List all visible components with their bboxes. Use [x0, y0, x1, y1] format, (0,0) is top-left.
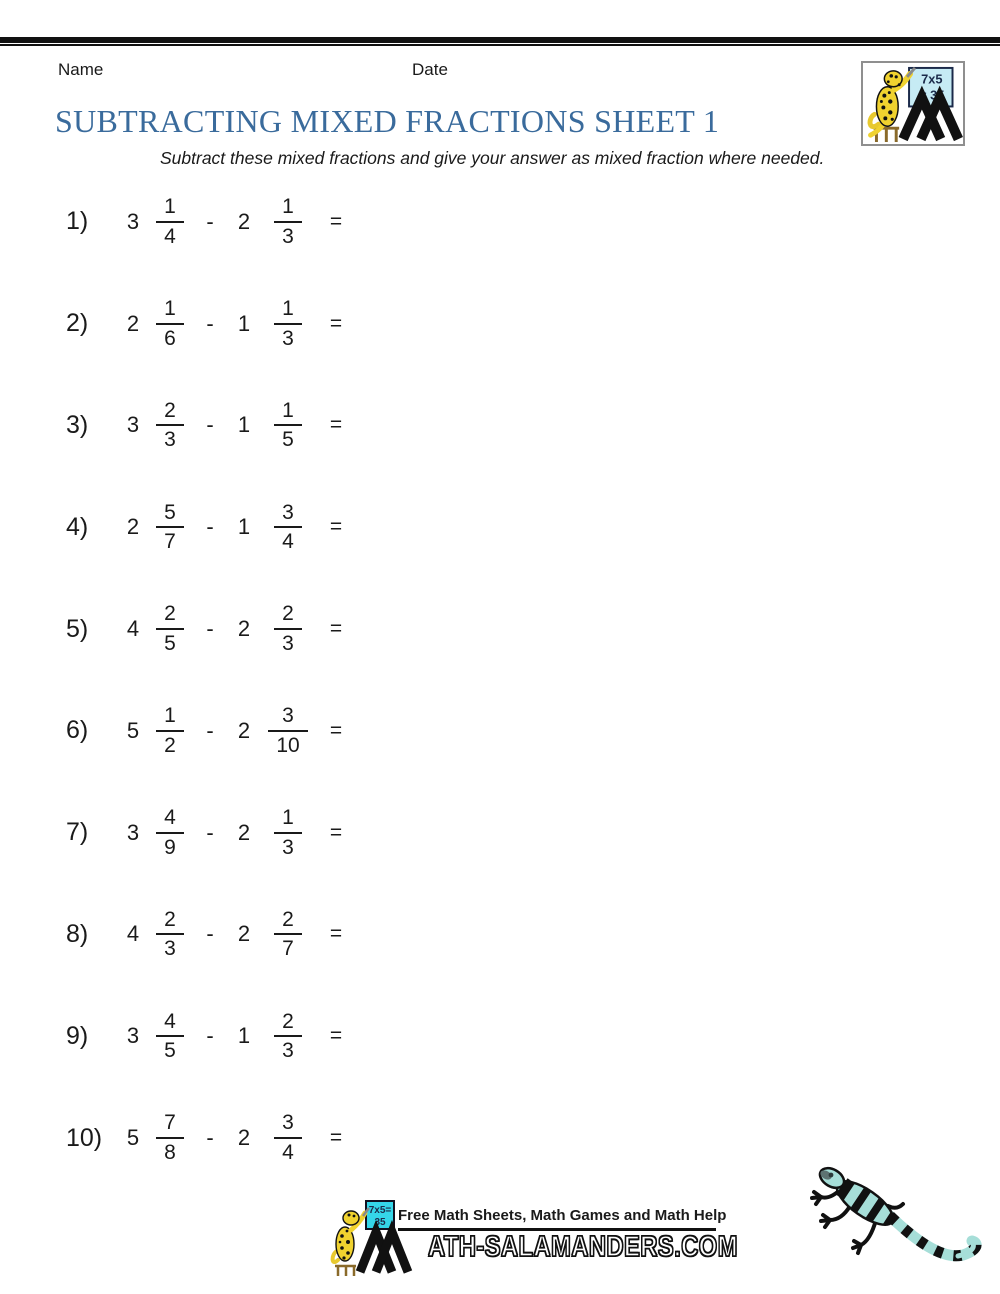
site-logo-box — [861, 61, 965, 146]
subtrahend-denominator: 3 — [282, 835, 294, 859]
minuend-whole: 5 — [126, 1125, 140, 1151]
subtrahend-whole: 1 — [237, 310, 251, 336]
minuend-whole: 4 — [126, 616, 140, 642]
minuend-whole: 5 — [126, 717, 140, 743]
subtrahend-numerator: 3 — [268, 703, 307, 732]
equals-sign: = — [329, 311, 343, 335]
subtrahend-denominator: 5 — [282, 428, 294, 452]
minuend-fraction — [148, 601, 192, 656]
problem-number: 7) — [66, 818, 89, 847]
subtrahend-fraction — [260, 703, 316, 758]
equals-sign: = — [329, 718, 343, 742]
subtrahend-numerator: 3 — [274, 500, 302, 529]
subtrahend-denominator: 3 — [282, 1039, 294, 1063]
problem-row — [0, 782, 640, 884]
minus-operator: - — [206, 412, 214, 438]
gecko-illustration-icon — [790, 1158, 990, 1293]
subtrahend-numerator: 2 — [274, 601, 302, 630]
minus-operator: - — [206, 921, 214, 947]
subtrahend-fraction — [260, 907, 316, 962]
subtrahend-fraction — [260, 805, 316, 860]
subtrahend-fraction — [260, 1110, 316, 1165]
fraction — [156, 296, 184, 351]
minuend-numerator: 7 — [156, 1110, 184, 1139]
minuend-fraction — [148, 1110, 192, 1165]
minuend-whole: 2 — [126, 310, 140, 336]
subtrahend-whole: 2 — [237, 717, 251, 743]
name-label: Name — [58, 60, 104, 79]
fraction — [274, 296, 302, 351]
subtrahend-fraction — [260, 398, 316, 453]
minus-operator: - — [206, 310, 214, 336]
minuend-fraction — [148, 907, 192, 962]
problem-row — [0, 375, 640, 477]
fraction — [274, 1110, 302, 1165]
footer-salamander-eye — [353, 1215, 356, 1218]
minuend-numerator: 4 — [156, 805, 184, 834]
minuend-numerator: 4 — [156, 1009, 184, 1038]
logo-salamander-body — [876, 87, 898, 127]
minuend-denominator: 6 — [164, 326, 176, 350]
minuend-fraction — [148, 500, 192, 555]
subtrahend-fraction — [260, 601, 316, 656]
minuend-whole: 2 — [126, 514, 140, 540]
fraction — [156, 1110, 184, 1165]
problem-row — [0, 273, 640, 375]
subtrahend-numerator: 1 — [274, 296, 302, 325]
fraction — [274, 1009, 302, 1064]
problem-number: 9) — [66, 1021, 89, 1050]
fraction — [156, 907, 184, 962]
subtrahend-numerator: 1 — [274, 398, 302, 427]
minuend-denominator: 9 — [164, 835, 176, 859]
subtrahend-fraction — [260, 194, 316, 249]
subtrahend-whole: 2 — [237, 1125, 251, 1151]
minus-operator: - — [206, 819, 214, 845]
footer-tagline: Free Math Sheets, Math Games and Math Help — [398, 1207, 727, 1224]
minuend-denominator: 7 — [164, 530, 176, 554]
problem-number: 1) — [66, 207, 89, 236]
footer-stool — [335, 1266, 356, 1276]
problem-row — [0, 680, 640, 782]
minuend-whole: 4 — [126, 921, 140, 947]
subtrahend-numerator: 1 — [274, 805, 302, 834]
subtrahend-whole: 2 — [237, 921, 251, 947]
problem-row — [0, 578, 640, 680]
minuend-fraction — [148, 398, 192, 453]
problem-number: 6) — [66, 716, 89, 745]
fraction — [274, 805, 302, 860]
subtrahend-denominator: 4 — [282, 530, 294, 554]
date-label: Date — [412, 60, 448, 79]
problem-list — [0, 171, 640, 1189]
fraction — [156, 601, 184, 656]
minuend-numerator: 1 — [156, 296, 184, 325]
minuend-whole: 3 — [126, 208, 140, 234]
equals-sign: = — [329, 820, 343, 844]
fraction — [274, 194, 302, 249]
minuend-numerator: 1 — [156, 194, 184, 223]
fraction — [156, 194, 184, 249]
top-divider-rule — [0, 37, 1000, 46]
subtrahend-numerator: 1 — [274, 194, 302, 223]
minuend-denominator: 8 — [164, 1141, 176, 1165]
fraction — [156, 398, 184, 453]
problem-number: 5) — [66, 614, 89, 643]
problem-row — [0, 985, 640, 1087]
minuend-fraction — [148, 1009, 192, 1064]
subtrahend-numerator: 3 — [274, 1110, 302, 1139]
subtrahend-denominator: 3 — [282, 632, 294, 656]
minus-operator: - — [206, 514, 214, 540]
fraction — [274, 500, 302, 555]
gecko-eye — [829, 1173, 834, 1178]
minuend-numerator: 2 — [156, 398, 184, 427]
problem-row — [0, 1087, 640, 1189]
fraction — [268, 703, 307, 758]
minuend-fraction — [148, 805, 192, 860]
minus-operator: - — [206, 1125, 214, 1151]
instruction-text: Subtract these mixed fractions and give your answer as mixed fraction where needed. — [160, 148, 825, 168]
problem-row — [0, 476, 640, 578]
subtrahend-fraction — [260, 1009, 316, 1064]
subtrahend-numerator: 2 — [274, 907, 302, 936]
problem-number: 10) — [66, 1123, 103, 1152]
logo-board-line2: = 35 — [919, 87, 945, 103]
minus-operator: - — [206, 717, 214, 743]
subtrahend-denominator: 7 — [282, 937, 294, 961]
minuend-fraction — [148, 194, 192, 249]
subtrahend-numerator: 2 — [274, 1009, 302, 1038]
footer-site-name: ATH-SALAMANDERS.COM — [428, 1231, 738, 1263]
minuend-whole: 3 — [126, 819, 140, 845]
equals-sign: = — [329, 515, 343, 539]
minuend-numerator: 2 — [156, 601, 184, 630]
minuend-fraction — [148, 703, 192, 758]
problem-number: 3) — [66, 410, 89, 439]
subtrahend-denominator: 10 — [276, 733, 300, 757]
fraction — [274, 907, 302, 962]
minuend-whole: 3 — [126, 1023, 140, 1049]
equals-sign: = — [329, 1126, 343, 1150]
subtrahend-denominator: 4 — [282, 1141, 294, 1165]
fraction — [274, 601, 302, 656]
minuend-fraction — [148, 296, 192, 351]
equals-sign: = — [329, 617, 343, 641]
page-title: SUBTRACTING MIXED FRACTIONS SHEET 1 — [55, 103, 720, 139]
minuend-whole: 3 — [126, 412, 140, 438]
gecko-tail — [890, 1216, 976, 1256]
problem-number: 4) — [66, 512, 89, 541]
equals-sign: = — [329, 1024, 343, 1048]
footer-salamander-head — [343, 1211, 359, 1225]
minuend-denominator: 5 — [164, 1039, 176, 1063]
subtrahend-whole: 2 — [237, 208, 251, 234]
math-salamander-logo-icon — [863, 63, 963, 144]
footer-board-line2: 35 — [374, 1217, 386, 1228]
subtrahend-whole: 1 — [237, 1023, 251, 1049]
subtrahend-fraction — [260, 296, 316, 351]
problem-row — [0, 171, 640, 273]
subtrahend-whole: 2 — [237, 819, 251, 845]
subtrahend-fraction — [260, 500, 316, 555]
minuend-denominator: 5 — [164, 632, 176, 656]
problem-number: 2) — [66, 309, 89, 338]
minuend-denominator: 3 — [164, 937, 176, 961]
fraction — [274, 398, 302, 453]
minuend-denominator: 3 — [164, 428, 176, 452]
subtrahend-whole: 2 — [237, 616, 251, 642]
problem-row — [0, 884, 640, 986]
minuend-numerator: 2 — [156, 907, 184, 936]
minus-operator: - — [206, 616, 214, 642]
logo-salamander-eye — [895, 75, 898, 78]
fraction — [156, 805, 184, 860]
minus-operator: - — [206, 1023, 214, 1049]
minus-operator: - — [206, 208, 214, 234]
fraction — [156, 500, 184, 555]
equals-sign: = — [329, 209, 343, 233]
fraction — [156, 703, 184, 758]
fraction — [156, 1009, 184, 1064]
minuend-denominator: 2 — [164, 733, 176, 757]
minuend-numerator: 5 — [156, 500, 184, 529]
equals-sign: = — [329, 413, 343, 437]
minuend-numerator: 1 — [156, 703, 184, 732]
footer-board-line1: 7x5= — [368, 1205, 392, 1216]
logo-board-line1: 7x5 — [921, 71, 943, 87]
problem-number: 8) — [66, 919, 89, 948]
subtrahend-whole: 1 — [237, 514, 251, 540]
equals-sign: = — [329, 922, 343, 946]
minuend-denominator: 4 — [164, 224, 176, 248]
subtrahend-denominator: 3 — [282, 326, 294, 350]
subtrahend-denominator: 3 — [282, 224, 294, 248]
subtrahend-whole: 1 — [237, 412, 251, 438]
